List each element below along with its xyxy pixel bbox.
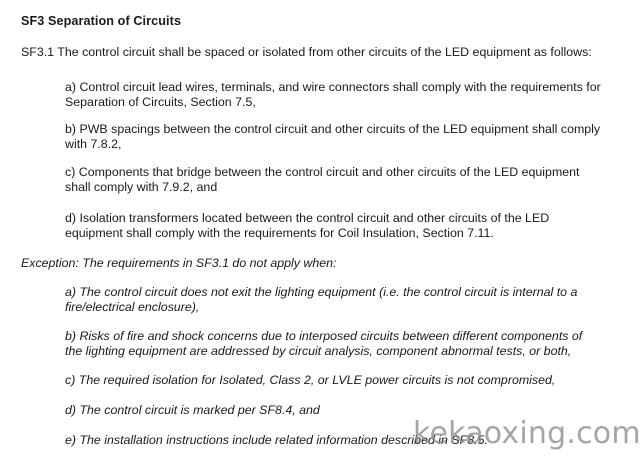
list-item-d: d) Isolation transformers located between the control circuit and other circuits of the LED equipment shall comply with the requirements for Coil Insulation, Section 7.11.	[65, 211, 550, 240]
exception-heading: Exception: The requirements in SF3.1 do not apply when:	[21, 256, 337, 270]
exception-item-c: c) The required isolation for Isolated, Class 2, or LVLE power circuits is not compromised,	[65, 373, 556, 387]
section-heading: SF3 Separation of Circuits	[21, 14, 182, 28]
list-item-a: a) Control circuit lead wires, terminals, and wire connectors shall comply with the requirements for Separation of Circuits, Section 7.5,	[65, 80, 601, 109]
watermark-text: kekaoxing.com	[413, 416, 641, 451]
list-item-b: b) PWB spacings between the control circuit and other circuits of the LED equipment shall comply with 7.8.2,	[65, 122, 601, 151]
exception-item-e: e) The installation instructions include related information described in SF8.5.	[65, 433, 488, 447]
exception-item-a: a) The control circuit does not exit the lighting equipment (i.e. the control circuit is internal to a fire/electrical enclosure),	[65, 285, 578, 314]
exception-item-b: b) Risks of fire and shock concerns due to interposed circuits between different components of the lighting equipment are addressed by circuit analysis, component abnormal tests, or both,	[65, 329, 583, 358]
list-item-c: c) Components that bridge between the control circuit and other circuits of the LED equipment shall comply with 7.9.2, and	[65, 165, 580, 194]
intro-paragraph: SF3.1 The control circuit shall be spaced or isolated from other circuits of the LED equipment as follows:	[21, 45, 592, 59]
exception-item-d: d) The control circuit is marked per SF8.4, and	[65, 403, 320, 417]
